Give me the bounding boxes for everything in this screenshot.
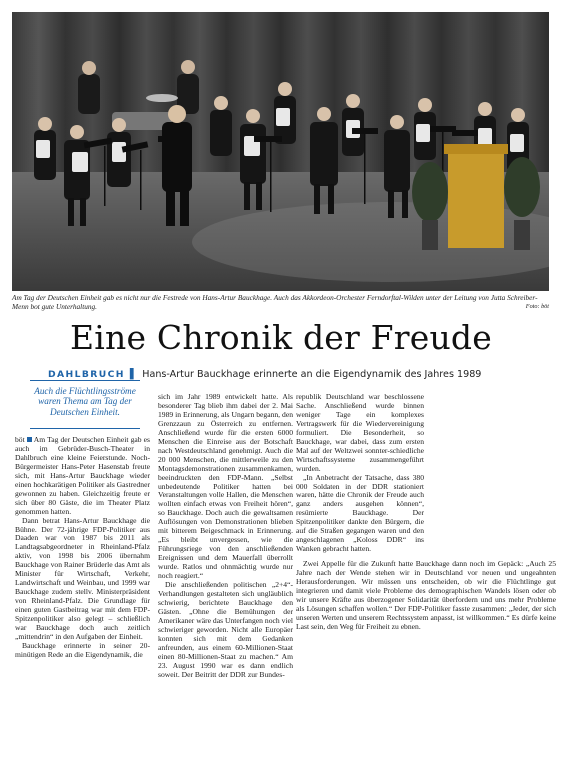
paragraph-text: Am Tag der Deutschen Einheit gab es auch im Gebrüder-Busch-Theater in Dahlbruch eine kleine Feierstunde. Noch-Bürgermeister Hans-Peter Hasenstab freute sich, mit Hans-Artur Bauckhage wieder einen hochkarätigen Politiker als Gastredner gewonnen zu haben. Gleichzeitig freute er sich über 80 Gäste, die im Theater Platz genommen hatten.	[15, 435, 150, 516]
paragraph: republik Deutschland war beschlossene Sache. Anschließend wurde binnen weniger Tage ein komplexes Vertragswerk für die Wiedervereinigung formuliert. Die Besonderheit, so Bauckhage, war dabei, dass zum ersten Mal auf der Weltzwei sonnter-schiedliche Wirtschaftssysteme zusammengeführt wurden.	[296, 392, 424, 473]
author-square-icon	[27, 437, 32, 442]
paragraph: Dann betrat Hans-Artur Bauckhage die Bühne. Der 72-jährige FDP-Politiker aus Daaden war von 1987 bis 2011 als Landtagsabgeordneter in Rheinland-Pfalz aktiv, von 1998 bis 2006 übernahm Bauckhage von Rainer Brüderle das Amt als Minister für Wirtschaft, Verkehr, Landwirtschaft und Weinbau, und 1999 war Bauckhage zudem stellv. Ministerpräsident von Rheinland-Pfalz. Die Grundlage für einen guten Gastbeitrag war mit dem FDP-Spitzenpolitiker also gelegt – schließlich war Bauckhage doch auch zeitlich „mittendrin“ in den Aufgaben der Einheit.	[15, 515, 150, 641]
paragraph: „In Anbetracht der Tatsache, dass 380 000 Soldaten in der DDR stationiert waren, hätte die Chronik der Freude auch ganz anders ausgehen können“, resümierte Bauckhage. Der Spitzenpolitiker dankte den Bürgern, die auf die Straßen gegangen waren und den angeschlagenen „Koloss DDR“ ins Wanken gebracht hatten.	[296, 472, 424, 554]
paragraph	[15, 436, 150, 517]
photo-caption	[12, 293, 549, 312]
article-column-3b	[296, 560, 556, 632]
caption-text: Am Tag der Deutschen Einheit gab es nicht nur die Festrede von Hans-Artur Bauckhage. Auch das Akkordeon-Orchester Ferndorftal-Wilden unter der Leitung von Jutta Schreiber-Menn bot gute Unterhaltung.	[12, 293, 538, 312]
photo-credit: Foto: böt	[525, 303, 549, 311]
pullquote-rule-top	[30, 380, 140, 381]
article-column-3	[296, 393, 424, 554]
dateline-location: DAHLBRUCH	[48, 369, 125, 380]
author-mark: böt	[15, 435, 25, 444]
pullquote-rule-bottom	[30, 428, 140, 429]
paragraph: Bauckhage erinnerte in seiner 20-minütigen Rede an die Eigendynamik, die	[15, 640, 150, 659]
article-column-1	[15, 436, 150, 660]
article-subheadline: Hans-Artur Bauckhage erinnerte an die Eigendynamik des Jahres 1989	[142, 369, 482, 380]
orchestra-photo-illustration	[12, 12, 549, 291]
paragraph: sich im Jahr 1989 entwickelt hatte. Als besonderer Tag blieb ihm dabei der 2. Mai 1989 in Erinnerung, als Ungarn begann, den Grenzzaun zu Österreich zu entfernen. Anschließend wurde für die ersten 6000 Menschen die Einreise aus der Botschaft nach Westdeutschland genehmigt. Auch die 20 000 Menschen, die mittlerweile zu den Montagsdemonstrationen zusammenkamen, beeindruckten den FDP-Mann. „Selbst unbedeutende Politiker hatten bei Veranstaltungen volle Hallen, die Menschen wollten einfach etwas von Freiheit hören“, so Bauckhage. Doch auch die gewaltsamen Auflösungen von Demonstrationen blieben mit bitterem Beigeschmack in Erinnerung. „Es bleibt unvergessen, wie die Führungsriege von den anschließenden Ereignissen und dem Mauerfall überrollt wurde. Ratlos und ohnmächtig wurde nur noch reagiert.“	[158, 392, 293, 581]
paragraph: Die anschließenden politischen „2+4“-Verhandlungen gestalteten sich ungläublich schwierig, berichtete Bauckhage den Gästen. „Ohne die Bemühungen der Amerikaner wäre das Unterfangen noch viel schwieriger geworden. Nicht alle Europäer konnten sich mit dem Gedanken anfreunden, aus einem 60-Millionen-Staat einen 80-Millionen-Staat zu machen.“ Am 23. August 1990 war es dann endlich soweit. Der Beitritt der DDR zur Bundes-	[158, 580, 293, 679]
article-headline: Eine Chronik der Freude	[70, 318, 492, 357]
kicker-separator: ▌	[129, 369, 138, 380]
article-photo	[12, 12, 549, 291]
pullquote: Auch die Flüchtlingsströme waren Thema am Tag der Deutschen Einheit.	[34, 386, 136, 417]
paragraph: Zwei Appelle für die Zukunft hatte Bauckhage dann noch im Gepäck: „Auch 25 Jahre nach der Wende stehen wir in Deutschland vor neuen und ungeahnten Herausforderungen. Wir müssen uns entscheiden, ob wir die Flüchtlinge gut integrieren und damit viele Probleme des demographischen Wandels lösen oder ob wir unsere Kräfte aus überzogener Solidarität überfordern und uns mehr Probleme als Lösungen schaffen wollen.“ Der FDP-Politiker fasste zusammen: „Jeder, der sich unseren Werten und unserem Rechtssystem anpasst, ist willkommen.“ Es dürfe keine Last sein, den Weg für Freiheit zu ebnen.	[296, 559, 556, 631]
article-column-2	[158, 393, 293, 680]
